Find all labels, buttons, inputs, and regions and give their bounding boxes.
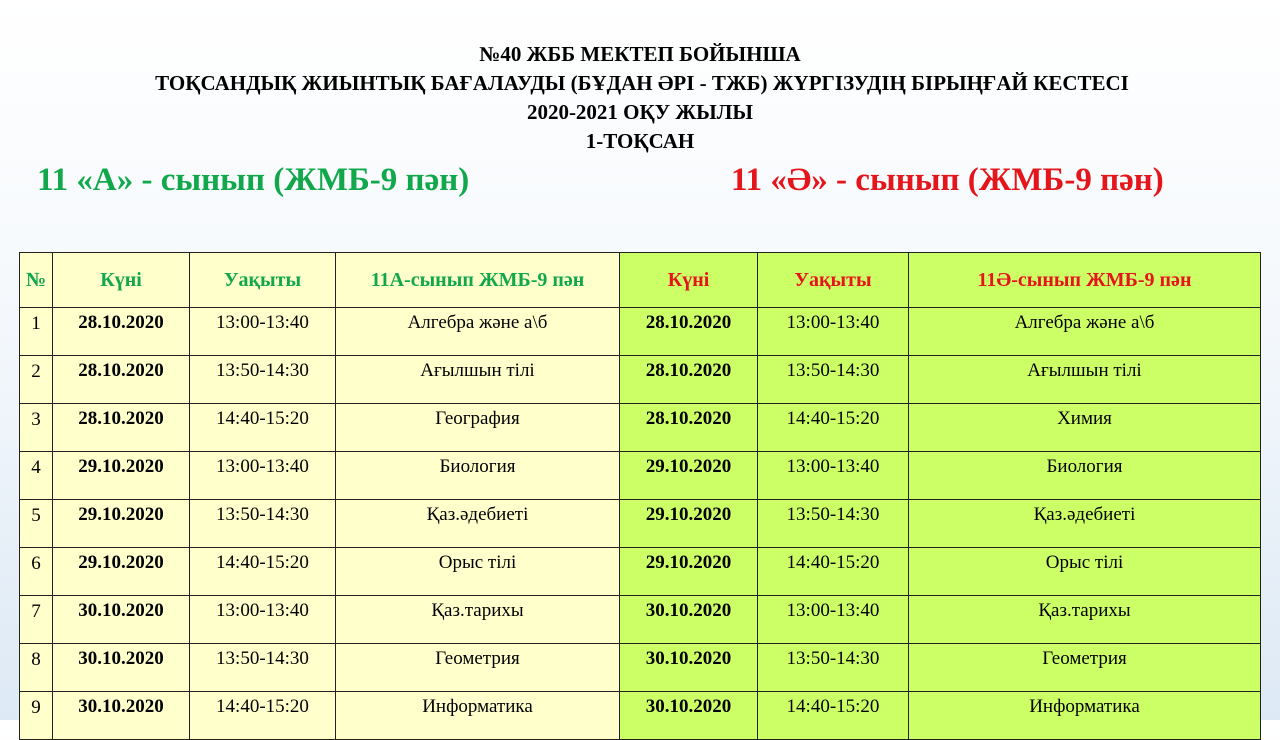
time-cell-b: 13:00-13:40 [758, 452, 909, 500]
time-cell-a: 13:50-14:30 [190, 644, 336, 692]
time-cell-a: 14:40-15:20 [190, 548, 336, 596]
time-cell-b: 14:40-15:20 [758, 692, 909, 740]
row-number: 3 [20, 404, 53, 452]
table-header-row [20, 253, 1261, 308]
subject-cell-a: Қаз.тарихы [336, 596, 620, 644]
document-header [0, 40, 1280, 156]
subject-cell-b: Химия [909, 404, 1261, 452]
date-cell-b: 29.10.2020 [620, 452, 758, 500]
subject-cell-a: География [336, 404, 620, 452]
date-cell-b: 28.10.2020 [620, 308, 758, 356]
date-cell-a: 30.10.2020 [53, 644, 190, 692]
date-cell-b: 30.10.2020 [620, 644, 758, 692]
date-cell-a: 29.10.2020 [53, 500, 190, 548]
subject-cell-a: Биология [336, 452, 620, 500]
header-day-a: Күні [53, 253, 190, 308]
subject-cell-a: Қаз.әдебиеті [336, 500, 620, 548]
subject-cell-a: Алгебра және а\б [336, 308, 620, 356]
subject-cell-b: Қаз.тарихы [909, 596, 1261, 644]
date-cell-a: 28.10.2020 [53, 404, 190, 452]
time-cell-b: 13:50-14:30 [758, 644, 909, 692]
class-a-title: 11 «А» - сынып (ЖМБ-9 пән) [37, 162, 470, 198]
table-row [20, 452, 1261, 500]
table-row [20, 308, 1261, 356]
header-time-b: Уақыты [758, 253, 909, 308]
table-row [20, 500, 1261, 548]
date-cell-a: 28.10.2020 [53, 308, 190, 356]
date-cell-a: 29.10.2020 [53, 548, 190, 596]
date-cell-b: 28.10.2020 [620, 356, 758, 404]
subject-cell-a: Ағылшын тілі [336, 356, 620, 404]
class-b-title: 11 «Ә» - сынып (ЖМБ-9 пән) [731, 162, 1164, 198]
time-cell-b: 13:50-14:30 [758, 356, 909, 404]
date-cell-a: 29.10.2020 [53, 452, 190, 500]
table-row [20, 692, 1261, 740]
time-cell-a: 13:00-13:40 [190, 452, 336, 500]
subject-cell-b: Геометрия [909, 644, 1261, 692]
subject-cell-b: Орыс тілі [909, 548, 1261, 596]
time-cell-a: 13:50-14:30 [190, 500, 336, 548]
time-cell-a: 14:40-15:20 [190, 404, 336, 452]
header-subject-a: 11А-сынып ЖМБ-9 пән [336, 253, 620, 308]
row-number: 9 [20, 692, 53, 740]
subject-cell-b: Информатика [909, 692, 1261, 740]
date-cell-a: 30.10.2020 [53, 596, 190, 644]
table-body [20, 308, 1261, 740]
time-cell-a: 14:40-15:20 [190, 692, 336, 740]
table-row [20, 548, 1261, 596]
subject-cell-a: Орыс тілі [336, 548, 620, 596]
time-cell-b: 13:50-14:30 [758, 500, 909, 548]
header-time-a: Уақыты [190, 253, 336, 308]
row-number: 5 [20, 500, 53, 548]
subject-cell-a: Информатика [336, 692, 620, 740]
time-cell-b: 14:40-15:20 [758, 548, 909, 596]
header-day-b: Күні [620, 253, 758, 308]
row-number: 7 [20, 596, 53, 644]
time-cell-b: 13:00-13:40 [758, 596, 909, 644]
subject-cell-b: Ағылшын тілі [909, 356, 1261, 404]
header-number: № [20, 253, 53, 308]
date-cell-b: 29.10.2020 [620, 500, 758, 548]
time-cell-b: 13:00-13:40 [758, 308, 909, 356]
header-school: №40 ЖББ МЕКТЕП БОЙЫНША [479, 42, 801, 66]
date-cell-b: 28.10.2020 [620, 404, 758, 452]
time-cell-b: 14:40-15:20 [758, 404, 909, 452]
date-cell-a: 28.10.2020 [53, 356, 190, 404]
row-number: 8 [20, 644, 53, 692]
date-cell-b: 30.10.2020 [620, 692, 758, 740]
table-row [20, 596, 1261, 644]
time-cell-a: 13:00-13:40 [190, 308, 336, 356]
header-subject-b: 11Ә-сынып ЖМБ-9 пән [909, 253, 1261, 308]
table-row [20, 404, 1261, 452]
subject-cell-a: Геометрия [336, 644, 620, 692]
row-number: 4 [20, 452, 53, 500]
time-cell-a: 13:50-14:30 [190, 356, 336, 404]
subject-cell-b: Алгебра және а\б [909, 308, 1261, 356]
header-quarter: 1-ТОҚСАН [585, 129, 695, 153]
time-cell-a: 13:00-13:40 [190, 596, 336, 644]
row-number: 2 [20, 356, 53, 404]
subject-cell-b: Биология [909, 452, 1261, 500]
row-number: 6 [20, 548, 53, 596]
table-row [20, 356, 1261, 404]
header-schedule-title: ТОҚСАНДЫҚ ЖИЫНТЫҚ БАҒАЛАУДЫ (БҰДАН ӘРІ - ТЖБ) ЖҮРГІЗУДІҢ БІРЫҢҒАЙ КЕСТЕСІ [155, 71, 1129, 95]
row-number: 1 [20, 308, 53, 356]
exam-schedule-table [19, 252, 1261, 740]
date-cell-a: 30.10.2020 [53, 692, 190, 740]
subject-cell-b: Қаз.әдебиеті [909, 500, 1261, 548]
date-cell-b: 30.10.2020 [620, 596, 758, 644]
date-cell-b: 29.10.2020 [620, 548, 758, 596]
table-row [20, 644, 1261, 692]
header-academic-year: 2020-2021 ОҚУ ЖЫЛЫ [526, 100, 754, 124]
